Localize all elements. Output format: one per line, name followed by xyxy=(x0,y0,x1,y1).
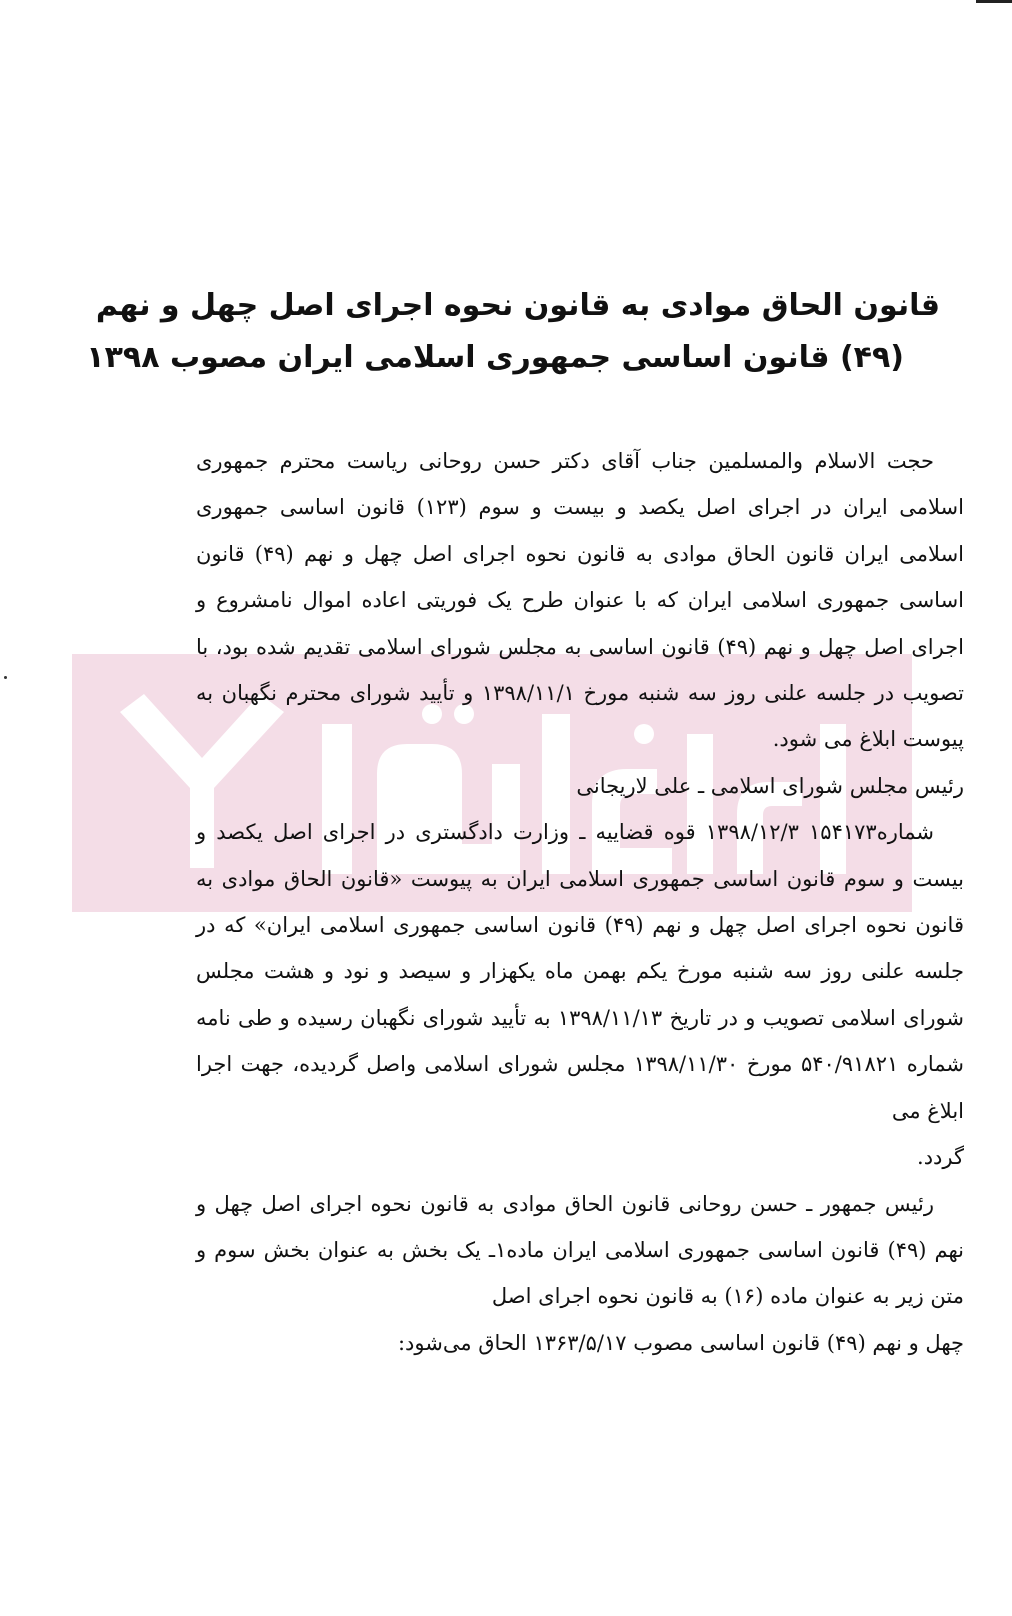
law-title xyxy=(86,280,940,384)
title-line-1: قانون الحاق موادی به قانون نحوه اجرای اصل چهل و نهم xyxy=(95,288,940,323)
title-line-2: (۴۹) قانون اساسی جمهوری اسلامی ایران مصوب ۱۳۹۸ xyxy=(86,340,904,375)
paragraph-text: رئیس جمهور ـ حسن روحانی قانون الحاق موادی به قانون نحوه اجرای اصل چهل و نهم (۴۹) قانون اساسی جمهوری اسلامی ایران ماده۱ـ یک بخش به عنوان بخش سوم و متن زیر به عنوان ماده (۱۶) به قانون نحوه اجرای اصل xyxy=(196,1191,964,1309)
paragraph-text: شماره۱۵۴۱۷۳ ۱۳۹۸/۱۲/۳ قوه قضاییه ـ وزارت دادگستری در اجرای اصل یکصد و بیست و سوم قانون اساسی جمهوری اسلامی ایران به پیوست «قانون الحاق موادی به قانون نحوه اجرای اصل چهل و نهم (۴۹) قانون اساسی جمهوری اسلامی ایران» که در جلسه علنی روز سه شنبه مورخ یکم بهمن ماه یکهزار و سیصد و نود و هشت مجلس شورای اسلامی تصویب و در تاریخ ۱۳۹۸/۱۱/۱۳ به تأیید شورای نگهبان رسیده و طی نامه شماره ۵۴۰/۹۱۸۲۱ مورخ ۱۳۹۸/۱۱/۳۰ مجلس شورای اسلامی واصل گردیده، جهت اجرا ابلاغ می xyxy=(196,820,964,1123)
page-corner-mark xyxy=(976,0,1012,3)
page-margin-dot xyxy=(4,676,7,679)
paragraph-announcement xyxy=(196,438,964,809)
signature-line: رئیس مجلس شورای اسلامی ـ علی لاریجانی xyxy=(576,773,964,798)
document-body xyxy=(196,438,964,1366)
paragraph-text: حجت الاسلام والمسلمین جناب آقای دکتر حسن روحانی ریاست محترم جمهوری اسلامی ایران در اجرای اصل یکصد و بیست و سوم (۱۲۳) قانون اساسی جمهوری اسلامی ایران قانون الحاق موادی به قانون نحوه اجرای اصل چهل و نهم (۴۹) قانون اساسی جمهوری اسلامی ایران که با عنوان طرح یک فوریتی اعاده اموال نامشروع و اجرای اصل چهل و نهم (۴۹) قانون اساسی به مجلس شورای اسلامی تقدیم شده بود، با تصویب در جلسه علنی روز سه شنبه مورخ ۱۳۹۸/۱۱/۱ و تأیید شورای محترم نگهبان به پیوست ابلاغ می شود. xyxy=(196,449,965,752)
paragraph-law-text xyxy=(196,1181,964,1367)
paragraph-last-line: گردد. xyxy=(917,1145,964,1170)
paragraph-last-line: چهل و نهم (۴۹) قانون اساسی مصوب ۱۳۶۳/۵/۱۷ الحاق می‌شود: xyxy=(397,1330,964,1355)
paragraph-notification xyxy=(196,809,964,1180)
